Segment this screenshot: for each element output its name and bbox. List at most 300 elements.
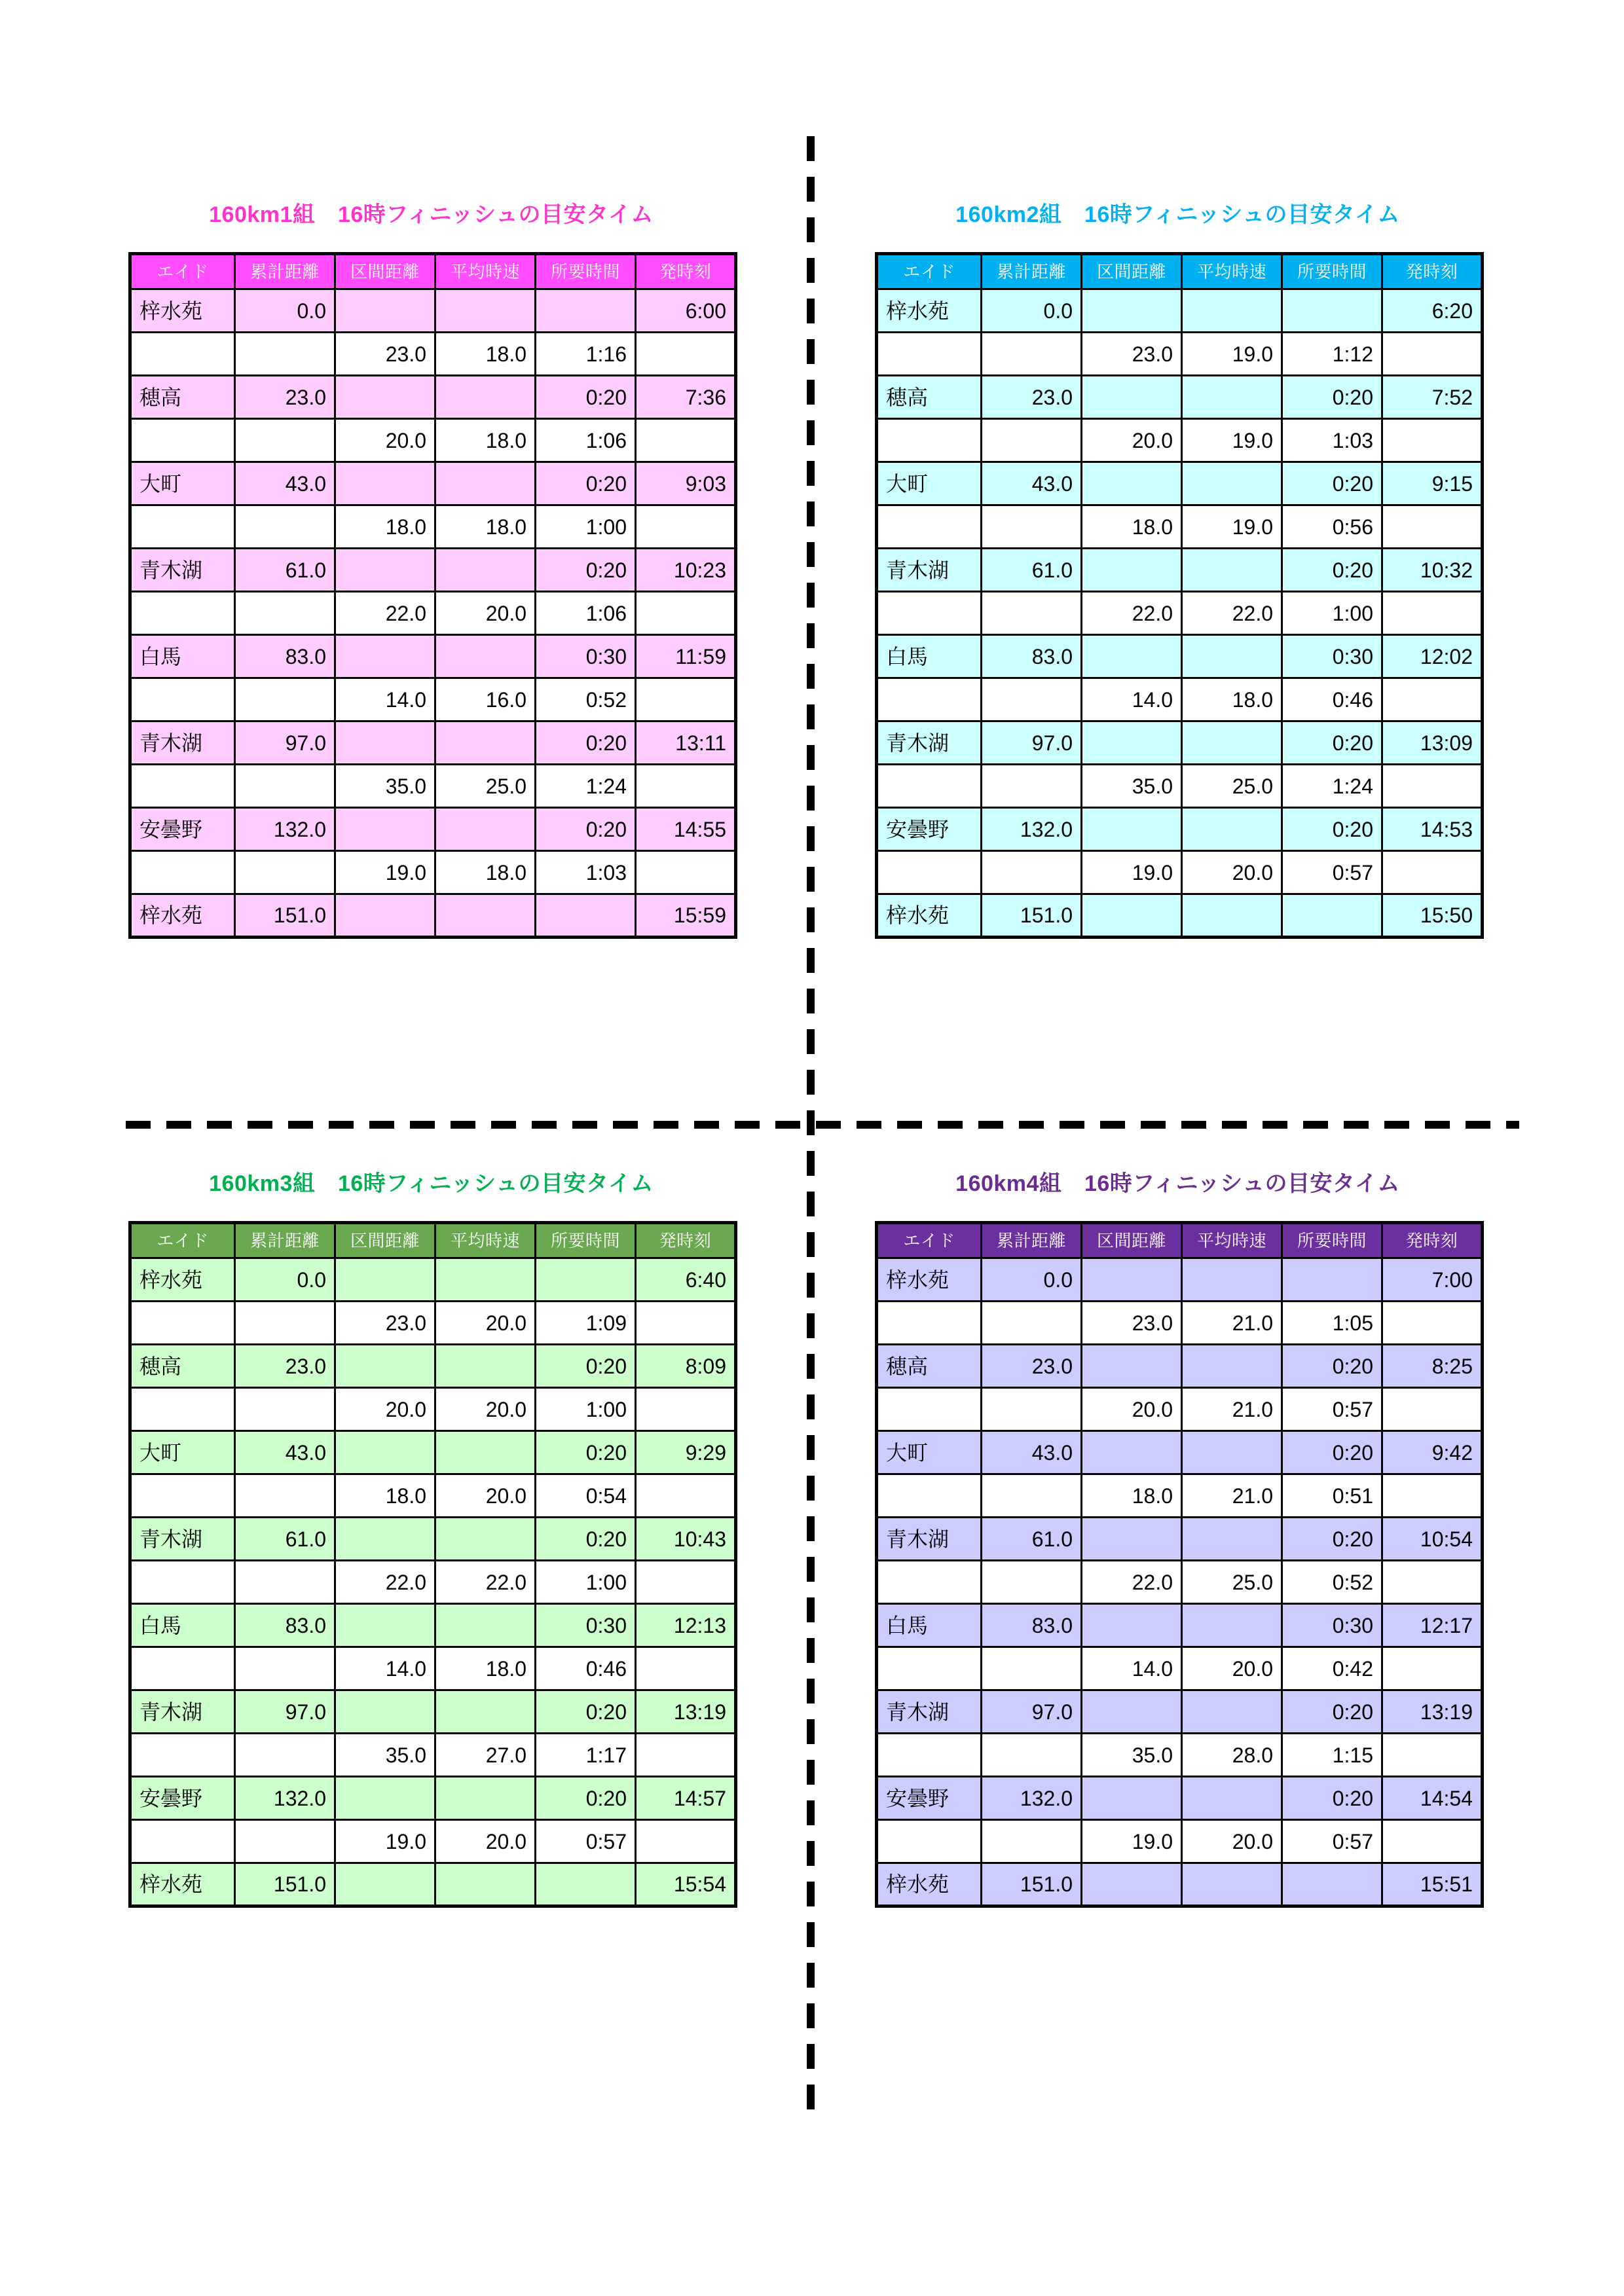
cell-aid: 白馬 xyxy=(877,1604,982,1647)
cell-speed xyxy=(435,462,536,505)
cell-departure: 6:40 xyxy=(636,1258,736,1302)
cell-segment xyxy=(335,1863,435,1906)
cell-cumulative xyxy=(235,1302,335,1345)
cell-aid xyxy=(877,1302,982,1345)
cell-duration: 0:20 xyxy=(536,1431,636,1474)
table-row-leg xyxy=(877,1734,1483,1777)
cell-duration: 0:30 xyxy=(1282,1604,1382,1647)
column-header-duration: 所要時間 xyxy=(1282,1223,1382,1258)
cell-departure xyxy=(1382,678,1483,721)
cell-segment xyxy=(1082,376,1182,419)
cell-aid xyxy=(130,1561,235,1604)
cell-duration: 0:20 xyxy=(536,462,636,505)
cell-aid: 梓水苑 xyxy=(877,1258,982,1302)
cell-departure: 11:59 xyxy=(636,635,736,678)
table-row-aid-station xyxy=(877,376,1483,419)
cell-departure xyxy=(636,1474,736,1518)
table-row-leg xyxy=(877,1820,1483,1863)
cell-duration xyxy=(536,894,636,938)
cell-speed xyxy=(1182,1518,1282,1561)
cell-departure: 9:15 xyxy=(1382,462,1483,505)
cell-cumulative: 97.0 xyxy=(235,1690,335,1734)
table-row-leg xyxy=(130,1734,736,1777)
cell-cumulative xyxy=(982,1474,1082,1518)
cell-departure: 13:09 xyxy=(1382,721,1483,765)
cell-segment xyxy=(335,721,435,765)
table-row-leg xyxy=(130,1647,736,1690)
cell-aid xyxy=(877,1820,982,1863)
cell-departure xyxy=(636,1388,736,1431)
cell-aid xyxy=(130,1474,235,1518)
cell-duration: 1:03 xyxy=(536,851,636,894)
table-row-leg xyxy=(877,1474,1483,1518)
cell-cumulative: 61.0 xyxy=(235,1518,335,1561)
cell-cumulative xyxy=(982,851,1082,894)
cell-departure xyxy=(636,592,736,635)
table-row-aid-station xyxy=(130,808,736,851)
table-row-leg xyxy=(130,1388,736,1431)
cell-segment: 22.0 xyxy=(1082,592,1182,635)
cell-duration: 0:20 xyxy=(536,721,636,765)
cell-aid: 青木湖 xyxy=(130,549,235,592)
cell-departure: 8:25 xyxy=(1382,1345,1483,1388)
cell-duration: 1:12 xyxy=(1282,333,1382,376)
cell-duration: 1:00 xyxy=(536,1388,636,1431)
cell-duration: 1:24 xyxy=(1282,765,1382,808)
table-row-aid-station xyxy=(130,289,736,333)
cell-cumulative: 0.0 xyxy=(982,289,1082,333)
cell-duration: 0:46 xyxy=(536,1647,636,1690)
schedule-panel-group-4 xyxy=(875,1165,1481,1908)
cell-cumulative: 132.0 xyxy=(982,808,1082,851)
cell-duration: 0:52 xyxy=(1282,1561,1382,1604)
column-header-speed: 平均時速 xyxy=(1182,254,1282,289)
cell-speed xyxy=(1182,1604,1282,1647)
cell-speed: 20.0 xyxy=(435,592,536,635)
table-header-row xyxy=(130,254,736,289)
cell-departure xyxy=(636,333,736,376)
cell-aid xyxy=(877,851,982,894)
cell-segment xyxy=(335,1518,435,1561)
table-row-aid-station xyxy=(877,1345,1483,1388)
cell-duration: 0:20 xyxy=(1282,376,1382,419)
cell-aid: 梓水苑 xyxy=(877,894,982,938)
table-body xyxy=(130,289,736,938)
table-row-aid-station xyxy=(130,721,736,765)
table-row-aid-station xyxy=(877,1777,1483,1820)
cell-duration: 0:20 xyxy=(1282,1345,1382,1388)
cell-segment xyxy=(1082,635,1182,678)
cell-departure: 15:59 xyxy=(636,894,736,938)
cell-departure xyxy=(636,1561,736,1604)
cell-duration: 0:51 xyxy=(1282,1474,1382,1518)
cell-cumulative: 23.0 xyxy=(982,376,1082,419)
cell-departure: 14:53 xyxy=(1382,808,1483,851)
cell-duration: 0:30 xyxy=(1282,635,1382,678)
page-title: 160km3組 16時フィニッシュの目安タイム xyxy=(209,1171,654,1196)
table-row-aid-station xyxy=(877,635,1483,678)
cell-segment: 20.0 xyxy=(1082,1388,1182,1431)
cell-cumulative: 132.0 xyxy=(235,808,335,851)
cell-cumulative: 43.0 xyxy=(982,1431,1082,1474)
cell-segment: 19.0 xyxy=(1082,851,1182,894)
table-row-leg xyxy=(130,765,736,808)
cell-cumulative xyxy=(235,851,335,894)
column-header-segment: 区間距離 xyxy=(335,254,435,289)
table-row-leg xyxy=(130,851,736,894)
cell-cumulative: 151.0 xyxy=(235,894,335,938)
cell-speed xyxy=(435,376,536,419)
cell-departure xyxy=(1382,851,1483,894)
cell-duration: 0:20 xyxy=(536,1777,636,1820)
cell-departure xyxy=(1382,505,1483,549)
cell-departure: 8:09 xyxy=(636,1345,736,1388)
cell-speed xyxy=(1182,894,1282,938)
cell-duration: 1:00 xyxy=(536,505,636,549)
cell-departure xyxy=(1382,1820,1483,1863)
cell-departure: 13:11 xyxy=(636,721,736,765)
table-row-leg xyxy=(877,1647,1483,1690)
cell-segment xyxy=(1082,1604,1182,1647)
cell-aid xyxy=(130,592,235,635)
cell-cumulative: 97.0 xyxy=(235,721,335,765)
cell-cumulative: 97.0 xyxy=(982,721,1082,765)
cell-speed: 20.0 xyxy=(435,1388,536,1431)
cell-departure: 9:42 xyxy=(1382,1431,1483,1474)
cell-departure xyxy=(636,419,736,462)
cell-cumulative: 43.0 xyxy=(235,462,335,505)
table-row-aid-station xyxy=(877,808,1483,851)
cell-aid xyxy=(130,1302,235,1345)
cell-speed xyxy=(435,1690,536,1734)
table-row-aid-station xyxy=(130,635,736,678)
cell-departure: 7:00 xyxy=(1382,1258,1483,1302)
cell-segment: 18.0 xyxy=(335,505,435,549)
cell-aid xyxy=(130,1820,235,1863)
cell-cumulative: 0.0 xyxy=(235,1258,335,1302)
cell-speed xyxy=(435,894,536,938)
cell-speed xyxy=(435,1258,536,1302)
cell-aid: 青木湖 xyxy=(877,1690,982,1734)
table-row-aid-station xyxy=(130,376,736,419)
cell-cumulative xyxy=(235,419,335,462)
column-header-segment: 区間距離 xyxy=(1082,254,1182,289)
cell-aid: 梓水苑 xyxy=(130,1258,235,1302)
cell-speed: 28.0 xyxy=(1182,1734,1282,1777)
column-header-speed: 平均時速 xyxy=(435,254,536,289)
cell-departure: 7:36 xyxy=(636,376,736,419)
cell-segment xyxy=(335,289,435,333)
table-row-leg xyxy=(130,592,736,635)
cell-duration xyxy=(1282,894,1382,938)
table-row-aid-station xyxy=(130,462,736,505)
cell-departure: 10:23 xyxy=(636,549,736,592)
cell-duration: 0:20 xyxy=(1282,549,1382,592)
cell-departure xyxy=(636,505,736,549)
cell-departure: 10:32 xyxy=(1382,549,1483,592)
cell-speed: 18.0 xyxy=(435,851,536,894)
schedule-table xyxy=(875,1221,1484,1908)
cell-aid: 穂高 xyxy=(130,376,235,419)
table-row-leg xyxy=(130,1302,736,1345)
cell-speed xyxy=(435,1431,536,1474)
cell-departure: 10:43 xyxy=(636,1518,736,1561)
cut-guide-vertical xyxy=(807,136,815,2121)
table-row-leg xyxy=(130,1820,736,1863)
schedule-panel-group-2 xyxy=(875,196,1481,939)
column-header-segment: 区間距離 xyxy=(1082,1223,1182,1258)
cell-cumulative xyxy=(235,1820,335,1863)
column-header-cumulative: 累計距離 xyxy=(235,254,335,289)
table-row-aid-station xyxy=(130,1518,736,1561)
cell-departure xyxy=(636,678,736,721)
cell-aid: 梓水苑 xyxy=(877,289,982,333)
cell-segment xyxy=(335,1604,435,1647)
table-header-row xyxy=(130,1223,736,1258)
cell-aid: 安曇野 xyxy=(130,1777,235,1820)
cell-duration: 1:05 xyxy=(1282,1302,1382,1345)
cell-duration: 1:06 xyxy=(536,419,636,462)
cell-departure xyxy=(1382,1561,1483,1604)
table-row-aid-station xyxy=(877,721,1483,765)
cell-speed: 27.0 xyxy=(435,1734,536,1777)
cell-speed: 16.0 xyxy=(435,678,536,721)
table-row-leg xyxy=(130,678,736,721)
cell-cumulative: 43.0 xyxy=(982,462,1082,505)
cell-duration: 0:20 xyxy=(536,376,636,419)
column-header-aid: エイド xyxy=(130,254,235,289)
cell-aid xyxy=(130,1388,235,1431)
cell-cumulative xyxy=(982,1820,1082,1863)
cell-duration: 0:42 xyxy=(1282,1647,1382,1690)
column-header-departure: 発時刻 xyxy=(1382,254,1483,289)
cell-speed: 25.0 xyxy=(1182,765,1282,808)
cell-cumulative xyxy=(235,592,335,635)
cell-speed: 20.0 xyxy=(435,1474,536,1518)
cell-segment: 14.0 xyxy=(335,1647,435,1690)
column-header-duration: 所要時間 xyxy=(1282,254,1382,289)
cell-duration: 0:56 xyxy=(1282,505,1382,549)
cell-segment: 19.0 xyxy=(335,851,435,894)
table-row-aid-station xyxy=(877,1258,1483,1302)
cell-duration: 0:20 xyxy=(1282,808,1382,851)
cell-cumulative xyxy=(982,419,1082,462)
cell-cumulative: 151.0 xyxy=(982,894,1082,938)
table-row-leg xyxy=(877,1388,1483,1431)
cell-cumulative: 23.0 xyxy=(235,1345,335,1388)
table-row-aid-station xyxy=(877,1518,1483,1561)
table-row-leg xyxy=(877,1561,1483,1604)
cell-cumulative xyxy=(235,1474,335,1518)
table-row-leg xyxy=(877,765,1483,808)
cell-speed: 19.0 xyxy=(1182,419,1282,462)
cell-segment xyxy=(1082,894,1182,938)
cell-segment xyxy=(1082,1690,1182,1734)
cell-segment xyxy=(1082,1258,1182,1302)
cell-speed: 20.0 xyxy=(1182,1647,1282,1690)
cell-duration: 0:20 xyxy=(536,808,636,851)
cell-cumulative xyxy=(982,678,1082,721)
cell-segment xyxy=(1082,1518,1182,1561)
cell-segment: 18.0 xyxy=(1082,1474,1182,1518)
cell-aid: 穂高 xyxy=(130,1345,235,1388)
cell-cumulative: 97.0 xyxy=(982,1690,1082,1734)
cell-cumulative: 151.0 xyxy=(235,1863,335,1906)
cell-duration: 0:20 xyxy=(1282,1431,1382,1474)
cell-departure: 7:52 xyxy=(1382,376,1483,419)
cell-aid: 青木湖 xyxy=(877,549,982,592)
cell-departure: 13:19 xyxy=(636,1690,736,1734)
cell-aid: 青木湖 xyxy=(877,721,982,765)
cell-aid: 穂高 xyxy=(877,376,982,419)
cell-speed xyxy=(435,1518,536,1561)
cell-speed xyxy=(1182,1690,1282,1734)
cell-departure: 15:50 xyxy=(1382,894,1483,938)
cell-cumulative: 61.0 xyxy=(982,1518,1082,1561)
cell-departure: 13:19 xyxy=(1382,1690,1483,1734)
cell-aid: 白馬 xyxy=(877,635,982,678)
page-title: 160km2組 16時フィニッシュの目安タイム xyxy=(955,202,1400,227)
cell-departure: 12:02 xyxy=(1382,635,1483,678)
cell-speed: 25.0 xyxy=(1182,1561,1282,1604)
cell-duration xyxy=(536,1863,636,1906)
table-row-aid-station xyxy=(877,549,1483,592)
cell-departure xyxy=(636,1647,736,1690)
cell-segment: 23.0 xyxy=(335,333,435,376)
cell-aid: 梓水苑 xyxy=(130,1863,235,1906)
cell-aid xyxy=(877,333,982,376)
column-header-duration: 所要時間 xyxy=(536,1223,636,1258)
cell-duration: 0:57 xyxy=(1282,851,1382,894)
cell-cumulative xyxy=(982,1647,1082,1690)
cell-cumulative: 83.0 xyxy=(982,635,1082,678)
table-row-leg xyxy=(877,505,1483,549)
cell-cumulative xyxy=(982,1388,1082,1431)
cell-cumulative: 0.0 xyxy=(982,1258,1082,1302)
table-body xyxy=(877,1258,1483,1906)
table-body xyxy=(877,289,1483,938)
schedule-panel-group-1 xyxy=(128,196,734,939)
table-row-leg xyxy=(130,419,736,462)
cell-speed xyxy=(435,1604,536,1647)
cell-speed: 18.0 xyxy=(435,333,536,376)
cell-aid xyxy=(877,419,982,462)
cell-cumulative xyxy=(982,765,1082,808)
table-row-aid-station xyxy=(877,462,1483,505)
cell-segment: 35.0 xyxy=(335,1734,435,1777)
cell-duration: 0:46 xyxy=(1282,678,1382,721)
cell-cumulative xyxy=(235,678,335,721)
cell-aid: 梓水苑 xyxy=(130,289,235,333)
cell-departure xyxy=(636,1820,736,1863)
cell-segment xyxy=(335,1431,435,1474)
cell-segment xyxy=(335,549,435,592)
cell-departure: 14:57 xyxy=(636,1777,736,1820)
cell-segment xyxy=(335,462,435,505)
cell-duration: 0:54 xyxy=(536,1474,636,1518)
cell-speed: 20.0 xyxy=(1182,1820,1282,1863)
cell-segment: 14.0 xyxy=(1082,1647,1182,1690)
cell-departure xyxy=(1382,1388,1483,1431)
cell-cumulative xyxy=(982,1734,1082,1777)
cell-duration: 0:20 xyxy=(536,1690,636,1734)
cell-departure xyxy=(1382,1474,1483,1518)
table-row-aid-station xyxy=(130,1431,736,1474)
cell-duration: 1:03 xyxy=(1282,419,1382,462)
cell-segment: 20.0 xyxy=(335,419,435,462)
table-row-leg xyxy=(130,1561,736,1604)
cell-cumulative: 0.0 xyxy=(235,289,335,333)
cell-aid: 穂高 xyxy=(877,1345,982,1388)
table-row-aid-station xyxy=(130,1777,736,1820)
cell-speed: 21.0 xyxy=(1182,1302,1282,1345)
cell-departure xyxy=(1382,1302,1483,1345)
column-header-cumulative: 累計距離 xyxy=(982,254,1082,289)
table-row-leg xyxy=(877,419,1483,462)
column-header-aid: エイド xyxy=(130,1223,235,1258)
schedule-table xyxy=(128,252,737,939)
cell-speed xyxy=(1182,1258,1282,1302)
cell-speed: 19.0 xyxy=(1182,333,1282,376)
cell-aid xyxy=(130,419,235,462)
cell-speed: 22.0 xyxy=(435,1561,536,1604)
cell-aid xyxy=(877,678,982,721)
cell-duration xyxy=(536,1258,636,1302)
cell-speed xyxy=(435,1777,536,1820)
cell-duration: 0:20 xyxy=(536,549,636,592)
cell-departure: 14:54 xyxy=(1382,1777,1483,1820)
cell-aid: 大町 xyxy=(877,1431,982,1474)
column-header-departure: 発時刻 xyxy=(636,1223,736,1258)
cell-duration: 1:09 xyxy=(536,1302,636,1345)
cell-aid xyxy=(877,1561,982,1604)
cell-duration: 0:52 xyxy=(536,678,636,721)
cell-duration: 0:20 xyxy=(1282,721,1382,765)
cell-duration: 1:06 xyxy=(536,592,636,635)
cell-duration: 0:57 xyxy=(1282,1388,1382,1431)
cell-aid: 青木湖 xyxy=(130,1518,235,1561)
cell-cumulative xyxy=(235,1734,335,1777)
column-header-duration: 所要時間 xyxy=(536,254,636,289)
cell-speed: 20.0 xyxy=(435,1302,536,1345)
cell-segment: 14.0 xyxy=(335,678,435,721)
cell-speed xyxy=(435,1345,536,1388)
schedule-table xyxy=(128,1221,737,1908)
cell-speed: 19.0 xyxy=(1182,505,1282,549)
cell-aid xyxy=(130,505,235,549)
table-row-aid-station xyxy=(877,894,1483,938)
cell-duration: 1:24 xyxy=(536,765,636,808)
table-row-leg xyxy=(877,1302,1483,1345)
cell-segment xyxy=(1082,1777,1182,1820)
cell-aid xyxy=(877,1647,982,1690)
cell-departure xyxy=(1382,1734,1483,1777)
cell-cumulative: 132.0 xyxy=(982,1777,1082,1820)
cell-departure: 6:00 xyxy=(636,289,736,333)
table-row-aid-station xyxy=(877,289,1483,333)
cell-cumulative: 83.0 xyxy=(235,1604,335,1647)
cell-segment xyxy=(335,894,435,938)
cell-aid: 青木湖 xyxy=(130,1690,235,1734)
table-row-aid-station xyxy=(130,549,736,592)
cell-speed xyxy=(1182,549,1282,592)
page-title: 160km4組 16時フィニッシュの目安タイム xyxy=(955,1171,1400,1196)
cell-segment xyxy=(335,808,435,851)
cell-speed xyxy=(1182,1431,1282,1474)
table-header-row xyxy=(877,1223,1483,1258)
cell-departure: 12:13 xyxy=(636,1604,736,1647)
cell-segment xyxy=(1082,549,1182,592)
